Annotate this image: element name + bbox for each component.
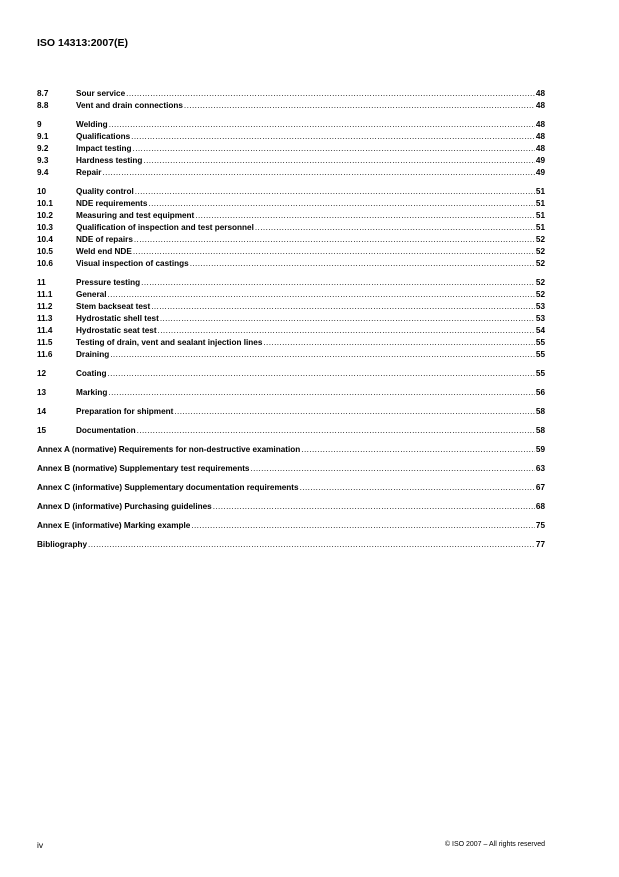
toc-entry-number: 9.2 <box>37 144 49 153</box>
toc-entry-title: Welding <box>76 120 108 129</box>
toc-entry-title: Repair <box>76 168 102 177</box>
dot-leader <box>133 246 535 258</box>
toc-entry[interactable] <box>37 313 545 325</box>
dot-leader <box>131 131 535 143</box>
toc-entry-page: 67 <box>535 483 545 492</box>
toc-entry-page: 51 <box>535 187 545 196</box>
toc-entry-page: 52 <box>535 259 545 268</box>
toc-entry[interactable] <box>37 210 545 222</box>
toc-entry-title: Annex B (normative) Supplementary test requirements <box>37 464 250 473</box>
dot-leader <box>301 444 535 456</box>
toc-entry-page: 55 <box>535 350 545 359</box>
toc-entry-page: 63 <box>535 464 545 473</box>
toc-entry-page: 53 <box>535 302 545 311</box>
toc-entry[interactable] <box>37 520 545 532</box>
toc-entry[interactable] <box>37 337 545 349</box>
document-id-header: ISO 14313:2007(E) <box>37 37 129 49</box>
toc-entry-number: 9 <box>37 120 42 129</box>
toc-entry-page: 49 <box>535 156 545 165</box>
toc-entry-number: 10.2 <box>37 211 53 220</box>
dot-leader <box>160 313 535 325</box>
toc-entry-number: 15 <box>37 426 47 435</box>
toc-entry-page: 49 <box>535 168 545 177</box>
toc-entry-number: 8.8 <box>37 101 49 110</box>
toc-entry[interactable] <box>37 246 545 258</box>
dot-leader <box>250 463 534 475</box>
toc-entry[interactable] <box>37 155 545 167</box>
toc-entry-title: Quality control <box>76 187 134 196</box>
toc-entry-page: 48 <box>535 120 545 129</box>
toc-entry[interactable] <box>37 425 545 437</box>
toc-entry[interactable] <box>37 482 545 494</box>
toc-entry-title: Hardness testing <box>76 156 143 165</box>
toc-entry-page: 56 <box>535 388 545 397</box>
dot-leader <box>148 198 534 210</box>
toc-entry-title: Hydrostatic shell test <box>76 314 159 323</box>
toc-entry-title: Qualifications <box>76 132 131 141</box>
copyright-notice: © ISO 2007 – All rights reserved <box>444 841 545 848</box>
toc-entry-page: 48 <box>535 144 545 153</box>
toc-entry-number: 11.3 <box>37 314 53 323</box>
toc-entry-page: 48 <box>535 101 545 110</box>
toc-entry-number: 9.4 <box>37 168 49 177</box>
toc-entry-number: 10.1 <box>37 199 53 208</box>
toc-entry-page: 52 <box>535 247 545 256</box>
toc-entry-title: Annex A (normative) Requirements for non-destructive examination <box>37 445 301 454</box>
toc-entry[interactable] <box>37 387 545 399</box>
dot-leader <box>174 406 535 418</box>
dot-leader <box>263 337 535 349</box>
toc-entry-title: Vent and drain connections <box>76 101 183 110</box>
toc-entry-number: 9.3 <box>37 156 49 165</box>
toc-entry[interactable] <box>37 186 545 198</box>
toc-entry-title: Qualification of inspection and test personnel <box>76 223 254 232</box>
toc-entry[interactable] <box>37 100 545 112</box>
toc-entry-page: 55 <box>535 338 545 347</box>
toc-entry-number: 10.3 <box>37 223 53 232</box>
dot-leader <box>300 482 535 494</box>
dot-leader <box>126 88 535 100</box>
toc-entry-number: 13 <box>37 388 47 397</box>
dot-leader <box>110 349 535 361</box>
toc-entry-title: Hydrostatic seat test <box>76 326 157 335</box>
dot-leader <box>135 186 535 198</box>
toc-entry-title: Coating <box>76 369 107 378</box>
toc-entry-number: 11.4 <box>37 326 53 335</box>
toc-entry-title: Testing of drain, vent and sealant injection lines <box>76 338 263 347</box>
toc-entry[interactable] <box>37 368 545 380</box>
dot-leader <box>213 501 535 513</box>
dot-leader <box>184 100 535 112</box>
toc-entry[interactable] <box>37 325 545 337</box>
toc-entry[interactable] <box>37 349 545 361</box>
toc-entry-title: NDE requirements <box>76 199 148 208</box>
toc-entry-page: 51 <box>535 211 545 220</box>
toc-entry-number: 11.6 <box>37 350 53 359</box>
toc-entry[interactable] <box>37 131 545 143</box>
toc-entry[interactable] <box>37 234 545 246</box>
dot-leader <box>151 301 535 313</box>
toc-entry[interactable] <box>37 222 545 234</box>
toc-entry-page: 55 <box>535 369 545 378</box>
toc-entry-page: 68 <box>535 502 545 511</box>
dot-leader <box>141 277 535 289</box>
dot-leader <box>108 289 535 301</box>
toc-entry[interactable] <box>37 258 545 270</box>
dot-leader <box>190 258 535 270</box>
toc-entry-number: 12 <box>37 369 47 378</box>
toc-entry[interactable] <box>37 198 545 210</box>
dot-leader <box>108 387 534 399</box>
toc-entry-title: NDE of repairs <box>76 235 133 244</box>
toc-entry[interactable] <box>37 406 545 418</box>
toc-entry-title: Bibliography <box>37 540 88 549</box>
toc-entry-number: 10.5 <box>37 247 53 256</box>
toc-entry-page: 54 <box>535 326 545 335</box>
toc-entry[interactable] <box>37 463 545 475</box>
dot-leader <box>158 325 535 337</box>
toc-entry-number: 11 <box>37 278 46 287</box>
toc-entry-page: 75 <box>535 521 545 530</box>
toc-entry[interactable] <box>37 167 545 179</box>
toc-entry-title: Draining <box>76 350 110 359</box>
toc-entry-title: Annex C (informative) Supplementary documentation requirements <box>37 483 299 492</box>
toc-entry-title: Visual inspection of castings <box>76 259 189 268</box>
toc-entry-page: 52 <box>535 278 545 287</box>
toc-entry-number: 8.7 <box>37 89 49 98</box>
toc-entry-number: 9.1 <box>37 132 49 141</box>
toc-entry-page: 51 <box>535 199 545 208</box>
toc-entry-title: Stem backseat test <box>76 302 151 311</box>
toc-entry-page: 48 <box>535 132 545 141</box>
toc-entry-number: 10 <box>37 187 47 196</box>
toc-entry-number: 10.4 <box>37 235 53 244</box>
toc-entry-title: Marking <box>76 388 108 397</box>
toc-entry-number: 14 <box>37 407 47 416</box>
toc-entry-title: Measuring and test equipment <box>76 211 195 220</box>
dot-leader <box>195 210 535 222</box>
toc-entry[interactable] <box>37 501 545 513</box>
toc-entry-page: 58 <box>535 426 545 435</box>
dot-leader <box>134 234 535 246</box>
toc-entry-number: 11.5 <box>37 338 53 347</box>
toc-entry-number: 10.6 <box>37 259 53 268</box>
toc-entry-page: 59 <box>535 445 545 454</box>
toc-entry-title: Sour service <box>76 89 126 98</box>
toc-entry[interactable] <box>37 143 545 155</box>
toc-entry-title: Pressure testing <box>76 278 141 287</box>
toc-entry-title: Annex D (informative) Purchasing guidelines <box>37 502 212 511</box>
dot-leader <box>133 143 535 155</box>
toc-entry[interactable] <box>37 444 545 456</box>
toc-entry[interactable] <box>37 88 545 100</box>
toc-entry-title: Preparation for shipment <box>76 407 174 416</box>
dot-leader <box>255 222 535 234</box>
toc-entry-title: General <box>76 290 107 299</box>
toc-entry[interactable] <box>37 277 545 289</box>
toc-entry-page: 52 <box>535 290 545 299</box>
toc-entry-title: Documentation <box>76 426 136 435</box>
toc-entry-title: Impact testing <box>76 144 132 153</box>
dot-leader <box>88 539 535 551</box>
dot-leader <box>102 167 534 179</box>
toc-entry-page: 51 <box>535 223 545 232</box>
toc-entry-page: 58 <box>535 407 545 416</box>
table-of-contents <box>37 88 545 551</box>
dot-leader <box>191 520 535 532</box>
toc-entry[interactable] <box>37 119 545 131</box>
toc-entry-title: Annex E (informative) Marking example <box>37 521 191 530</box>
dot-leader <box>109 119 535 131</box>
dot-leader <box>137 425 535 437</box>
dot-leader <box>143 155 534 167</box>
toc-entry-title: Weld end NDE <box>76 247 132 256</box>
toc-entry-page: 48 <box>535 89 545 98</box>
toc-entry-number: 11.2 <box>37 302 53 311</box>
toc-entry-page: 52 <box>535 235 545 244</box>
toc-entry-page: 53 <box>535 314 545 323</box>
toc-entry[interactable] <box>37 289 545 301</box>
toc-entry-page: 77 <box>535 540 545 549</box>
page-number: iv <box>37 840 44 850</box>
toc-entry[interactable] <box>37 539 545 551</box>
dot-leader <box>107 368 534 380</box>
toc-entry[interactable] <box>37 301 545 313</box>
toc-entry-number: 11.1 <box>37 290 53 299</box>
